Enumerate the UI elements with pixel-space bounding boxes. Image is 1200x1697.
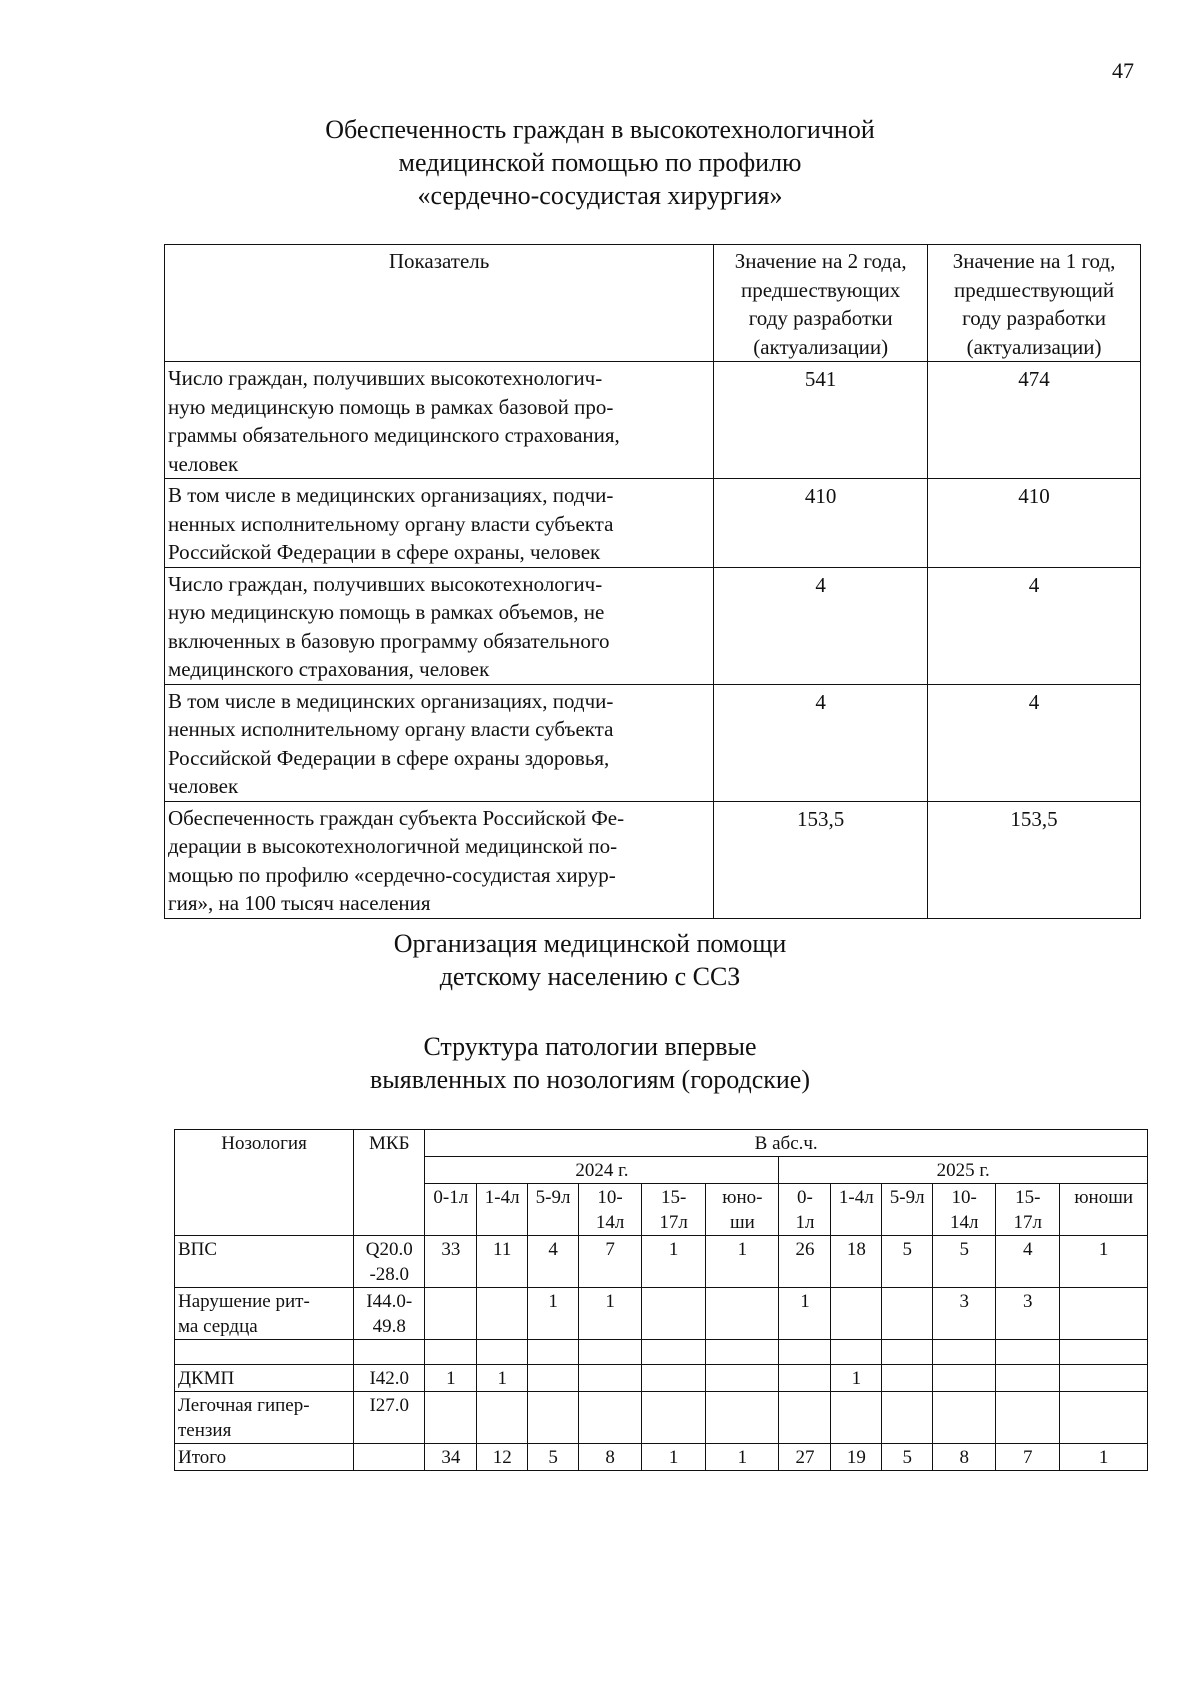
row-value: 8	[933, 1444, 996, 1471]
row-value: 1	[706, 1236, 779, 1288]
row-value: 27	[779, 1444, 831, 1471]
row-value-2: 410	[714, 479, 928, 568]
row-value: 1	[1060, 1444, 1148, 1471]
row-value	[579, 1340, 642, 1365]
row-value	[996, 1392, 1060, 1444]
row-value: 18	[831, 1236, 882, 1288]
row-value	[882, 1288, 933, 1340]
row-value: 7	[579, 1236, 642, 1288]
row-nosology: ВПС	[175, 1236, 354, 1288]
row-value	[579, 1392, 642, 1444]
row-value	[477, 1340, 528, 1365]
title-line: детскому населению с ССЗ	[439, 962, 741, 991]
header-icd: МКБ	[354, 1130, 425, 1236]
row-value: 1	[477, 1365, 528, 1392]
row-value	[933, 1392, 996, 1444]
header-age-2024-0: 0-1л	[425, 1184, 477, 1236]
row-value	[642, 1340, 706, 1365]
row-icd: I44.0- 49.8	[354, 1288, 425, 1340]
title-line: Обеспеченность граждан в высокотехнологичной	[325, 115, 875, 144]
row-value-2: 4	[714, 567, 928, 684]
row-value	[477, 1288, 528, 1340]
row-value	[642, 1288, 706, 1340]
row-value	[882, 1340, 933, 1365]
page-number: 47	[1112, 58, 1134, 83]
table-row	[175, 1236, 1148, 1288]
row-value	[1060, 1288, 1148, 1340]
title-line: выявленных по нозологиям (городские)	[370, 1065, 810, 1094]
table-row	[175, 1392, 1148, 1444]
row-value: 19	[831, 1444, 882, 1471]
row-value: 5	[882, 1444, 933, 1471]
row-value-1: 4	[928, 684, 1141, 801]
table-row	[175, 1365, 1148, 1392]
row-value: 12	[477, 1444, 528, 1471]
row-value	[831, 1392, 882, 1444]
row-value: 4	[528, 1236, 579, 1288]
row-value-1: 410	[928, 479, 1141, 568]
row-value: 1	[831, 1365, 882, 1392]
row-label: В том числе в медицинских организациях, подчи- ненных исполнительному органу власти субъекта Российской Федерации в сфере охраны здоровья, человек	[165, 684, 714, 801]
header-age-2025-2: 5-9л	[882, 1184, 933, 1236]
row-value: 34	[425, 1444, 477, 1471]
title-line: Организация медицинской помощи	[393, 929, 787, 958]
row-value	[779, 1340, 831, 1365]
row-value	[706, 1365, 779, 1392]
row-value: 7	[996, 1444, 1060, 1471]
header-age-2024-4: 15- 17л	[642, 1184, 706, 1236]
title-line: «сердечно-сосудистая хирургия»	[417, 181, 783, 210]
row-value: 4	[996, 1236, 1060, 1288]
row-value	[425, 1392, 477, 1444]
section3-title	[0, 1030, 1190, 1096]
row-value-1: 4	[928, 567, 1141, 684]
section2-title	[0, 927, 1190, 993]
row-value-1: 474	[928, 362, 1141, 479]
row-value-2: 4	[714, 684, 928, 801]
pathology-structure-table	[174, 1129, 1148, 1471]
row-value: 1	[425, 1365, 477, 1392]
row-value: 33	[425, 1236, 477, 1288]
row-value	[642, 1365, 706, 1392]
row-value	[706, 1392, 779, 1444]
row-value-1: 153,5	[928, 801, 1141, 918]
row-value: 1	[779, 1288, 831, 1340]
table-row	[175, 1340, 1148, 1365]
row-label: Обеспеченность граждан субъекта Российской Фе- дерации в высокотехнологичной медицинской по- мощью по профилю «сердечно-сосудистая хирур- гия», на 100 тысяч населения	[165, 801, 714, 918]
row-value: 1	[1060, 1236, 1148, 1288]
row-value	[933, 1340, 996, 1365]
header-year-2024: 2024 г.	[425, 1157, 779, 1184]
header-age-2024-5: юно- ши	[706, 1184, 779, 1236]
row-value: 1	[579, 1288, 642, 1340]
row-value: 5	[933, 1236, 996, 1288]
table-header-row	[165, 245, 1141, 362]
row-icd: I27.0	[354, 1392, 425, 1444]
table-row	[175, 1444, 1148, 1471]
row-nosology: ДКМП	[175, 1365, 354, 1392]
row-value	[706, 1288, 779, 1340]
row-icd: Q20.0 -28.0	[354, 1236, 425, 1288]
row-value	[779, 1392, 831, 1444]
row-value	[706, 1340, 779, 1365]
row-value	[579, 1365, 642, 1392]
row-value: 26	[779, 1236, 831, 1288]
row-value: 5	[528, 1444, 579, 1471]
header-value-1-year: Значение на 1 год, предшествующий году разработки (актуализации)	[928, 245, 1141, 362]
header-age-2025-3: 10- 14л	[933, 1184, 996, 1236]
row-value: 8	[579, 1444, 642, 1471]
row-value	[996, 1365, 1060, 1392]
header-nosology: Нозология	[175, 1130, 354, 1236]
title-line: Структура патологии впервые	[423, 1032, 757, 1061]
row-value-2: 541	[714, 362, 928, 479]
header-year-2025: 2025 г.	[779, 1157, 1148, 1184]
row-label: В том числе в медицинских организациях, подчи- ненных исполнительному органу власти субъекта Российской Федерации в сфере охраны, человек	[165, 479, 714, 568]
row-value	[831, 1340, 882, 1365]
table-row	[165, 567, 1141, 684]
row-icd: I42.0	[354, 1365, 425, 1392]
row-value	[882, 1392, 933, 1444]
row-icd	[354, 1444, 425, 1471]
table-row	[165, 479, 1141, 568]
row-value	[642, 1392, 706, 1444]
row-nosology	[175, 1340, 354, 1365]
header-age-2025-4: 15- 17л	[996, 1184, 1060, 1236]
row-value	[528, 1340, 579, 1365]
row-value	[1060, 1340, 1148, 1365]
row-nosology: Легочная гипер- тензия	[175, 1392, 354, 1444]
hi-tech-care-table	[164, 244, 1141, 919]
row-value: 1	[642, 1236, 706, 1288]
table-row	[175, 1288, 1148, 1340]
row-value-2: 153,5	[714, 801, 928, 918]
row-nosology: Итого	[175, 1444, 354, 1471]
table-row	[165, 362, 1141, 479]
header-age-2025-0: 0- 1л	[779, 1184, 831, 1236]
row-label: Число граждан, получивших высокотехнологич- ную медицинскую помощь в рамках базовой про- граммы обязательного медицинского страхования, человек	[165, 362, 714, 479]
row-value	[1060, 1392, 1148, 1444]
row-value	[996, 1340, 1060, 1365]
header-age-2025-1: 1-4л	[831, 1184, 882, 1236]
row-value	[425, 1340, 477, 1365]
table-row	[165, 801, 1141, 918]
header-age-2024-2: 5-9л	[528, 1184, 579, 1236]
row-value: 3	[933, 1288, 996, 1340]
row-value	[1060, 1365, 1148, 1392]
row-value: 11	[477, 1236, 528, 1288]
row-value	[425, 1288, 477, 1340]
table-header-row	[175, 1130, 1148, 1157]
row-value	[528, 1365, 579, 1392]
row-value: 1	[528, 1288, 579, 1340]
row-nosology: Нарушение рит- ма сердца	[175, 1288, 354, 1340]
row-value	[831, 1288, 882, 1340]
table-row	[165, 684, 1141, 801]
header-age-2024-3: 10- 14л	[579, 1184, 642, 1236]
header-absolute: В абс.ч.	[425, 1130, 1148, 1157]
row-icd	[354, 1340, 425, 1365]
row-label: Число граждан, получивших высокотехнологич- ную медицинскую помощь в рамках объемов, не включенных в базовую программу обязательного медицинского страхования, человек	[165, 567, 714, 684]
row-value: 1	[706, 1444, 779, 1471]
row-value	[779, 1365, 831, 1392]
row-value	[528, 1392, 579, 1444]
row-value	[477, 1392, 528, 1444]
header-indicator: Показатель	[165, 245, 714, 362]
row-value: 5	[882, 1236, 933, 1288]
header-age-2025-5: юноши	[1060, 1184, 1148, 1236]
header-age-2024-1: 1-4л	[477, 1184, 528, 1236]
header-value-2-years: Значение на 2 года, предшествующих году разработки (актуализации)	[714, 245, 928, 362]
row-value	[882, 1365, 933, 1392]
row-value	[933, 1365, 996, 1392]
row-value: 1	[642, 1444, 706, 1471]
title-line: медицинской помощью по профилю	[398, 148, 802, 177]
row-value: 3	[996, 1288, 1060, 1340]
section1-title	[0, 113, 1200, 212]
